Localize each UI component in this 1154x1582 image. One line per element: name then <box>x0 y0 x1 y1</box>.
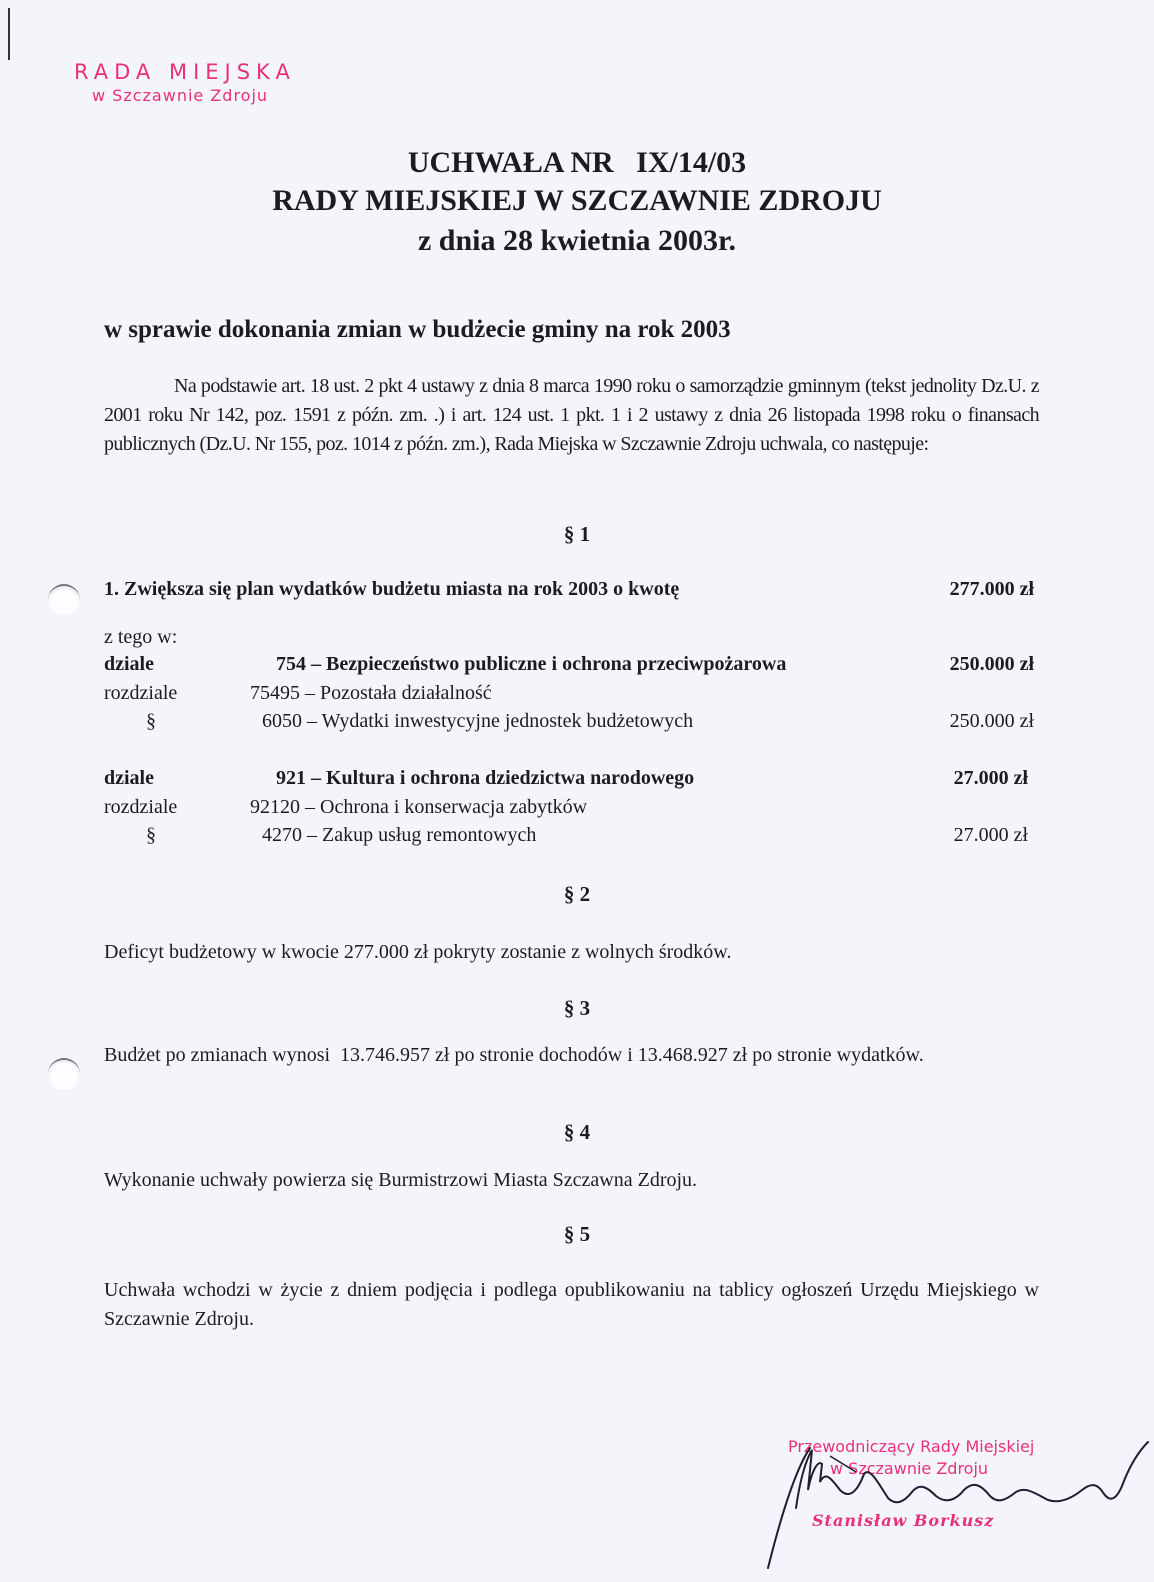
paragraf-text: 4270 – Zakup usług remontowych <box>262 824 537 846</box>
section-5-heading: § 5 <box>563 1222 591 1246</box>
section-1-heading: § 1 <box>563 522 591 546</box>
section-3-text: Budżet po zmianach wynosi 13.746.957 zł po stronie dochodów i 13.468.927 zł po stronie wydatków. <box>104 1044 924 1066</box>
council-stamp <box>74 60 296 105</box>
page-edge-mark <box>8 8 10 60</box>
budget-increase-text: 1. Zwiększa się plan wydatków budżetu miasta na rok 2003 o kwotę <box>104 578 680 600</box>
dzial-text: 754 – Bezpieczeństwo publiczne i ochrona przeciwpożarowa <box>276 653 787 675</box>
dzial-row <box>104 653 1034 681</box>
section-4-heading: § 4 <box>563 1120 591 1144</box>
stamp-line-2: w Szczawnie Zdroju <box>92 86 269 105</box>
resolution-number: UCHWAŁA NR IX/14/03 <box>407 146 747 179</box>
stamp-line-1: RADA MIEJSKA <box>74 60 296 84</box>
paragraf-label: § <box>146 824 156 846</box>
dzial-amount: 250.000 zł <box>949 653 1034 675</box>
breakdown-intro <box>104 626 1034 654</box>
section-2-heading: § 2 <box>563 882 591 906</box>
paragraf-row <box>104 710 1034 738</box>
section-5-text: Uchwała wchodzi w życie z dniem podjęcia i podlega opublikowaniu na tablicy ogłoszeń Urzędu Miejskiego w Szczawnie Zdroju. <box>104 1279 1039 1330</box>
section-3-heading: § 3 <box>563 996 591 1020</box>
resolution-date: z dnia 28 kwietnia 2003r. <box>417 224 737 257</box>
rozdzial-row <box>104 682 1034 710</box>
signatory-role-line-2: w Szczawnie Zdroju <box>830 1459 989 1478</box>
section-4-text: Wykonanie uchwały powierza się Burmistrzowi Miasta Szczawna Zdroju. <box>104 1169 698 1191</box>
paragraf-label: § <box>146 710 156 732</box>
paragraf-text: 6050 – Wydatki inwestycyjne jednostek budżetowych <box>262 710 694 732</box>
punch-hole <box>48 584 80 616</box>
rozdzial-text: 75495 – Pozostała działalność <box>250 682 492 704</box>
signatory-name: Stanisław Borkusz <box>812 1511 995 1530</box>
resolution-subject: w sprawie dokonania zmian w budżecie gminy na rok 2003 <box>104 316 731 343</box>
budget-increase-row <box>104 578 1034 606</box>
dzial-text: 921 – Kultura i ochrona dziedzictwa narodowego <box>276 767 695 789</box>
rozdzial-row <box>104 796 1034 824</box>
rozdzial-label: rozdziale <box>104 682 178 704</box>
council-name: RADY MIEJSKIEJ W SZCZAWNIE ZDROJU <box>272 184 882 217</box>
signatory-role-line-1: Przewodniczący Rady Miejskiej <box>788 1437 1035 1456</box>
paragraf-amount: 250.000 zł <box>949 710 1034 732</box>
handwritten-signature <box>760 1420 1154 1582</box>
punch-hole <box>48 1058 80 1090</box>
dzial-label: dziale <box>104 767 154 789</box>
section-2-text: Deficyt budżetowy w kwocie 277.000 zł pokryty zostanie z wolnych środków. <box>104 941 732 963</box>
dzial-amount: 27.000 zł <box>953 767 1028 789</box>
dzial-row <box>104 767 1034 795</box>
paragraf-row <box>104 824 1034 852</box>
dzial-label: dziale <box>104 653 154 675</box>
legal-basis-paragraph: Na podstawie art. 18 ust. 2 pkt 4 ustawy z dnia 8 marca 1990 roku o samorządzie gminnym (tekst jednolity Dz.U. z 2001 roku Nr 142, poz. 1591 z późn. zm. .) i art. 124 ust. 1 pkt. 1 i 2 ustawy z dnia 26 listopada 1998 roku o finansach publicznych (Dz.U. Nr 155, poz. 1014 z późn. zm.), Rada Miejska w Szczawnie Zdroju uchwala, co następuje: <box>104 375 1039 455</box>
rozdzial-label: rozdziale <box>104 796 178 818</box>
budget-increase-amount: 277.000 zł <box>949 578 1034 600</box>
breakdown-intro-text: z tego w: <box>104 626 178 648</box>
rozdzial-text: 92120 – Ochrona i konserwacja zabytków <box>250 796 588 818</box>
paragraf-amount: 27.000 zł <box>953 824 1028 846</box>
